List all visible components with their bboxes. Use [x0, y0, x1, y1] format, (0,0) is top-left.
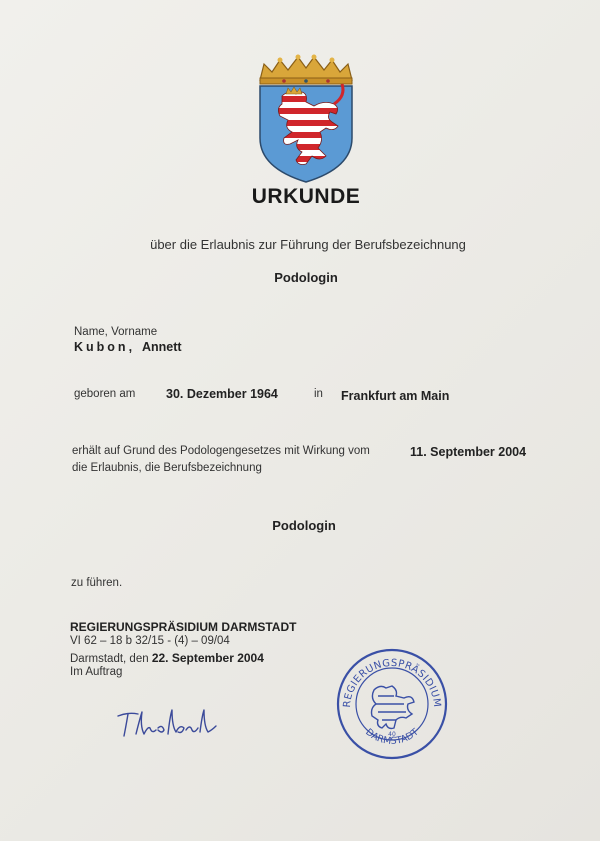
closing-text: zu führen.	[71, 577, 123, 589]
stamp-bottom-text: DARMSTADT	[363, 726, 421, 748]
grant-text: erhält auf Grund des Podologengesetzes mit Wirkung vom	[72, 445, 370, 457]
official-stamp	[334, 646, 450, 762]
issue-place: Darmstadt, den	[70, 653, 149, 665]
issuing-authority: REGIERUNGSPRÄSIDIUM DARMSTADT	[70, 620, 297, 634]
stamp-ring-text: REGIERUNGSPRÄSIDIUM	[341, 657, 443, 709]
holder-surname: Kubon,	[74, 340, 136, 354]
certificate-subtitle: über die Erlaubnis zur Führung der Berufsbezeichnung	[150, 237, 466, 252]
profession-title: Podologin	[272, 518, 336, 533]
profession-heading: Podologin	[274, 270, 338, 285]
issue-line	[70, 651, 264, 665]
permission-text: die Erlaubnis, die Berufsbezeichnung	[72, 462, 262, 474]
birth-place: Frankfurt am Main	[341, 389, 450, 403]
stamp-lion-icon	[372, 686, 415, 729]
holder-given-name: Annett	[142, 340, 182, 354]
holder-name	[74, 340, 182, 354]
on-behalf-text: Im Auftrag	[70, 666, 123, 678]
certificate-title: URKUNDE	[251, 185, 361, 208]
signature	[114, 704, 220, 744]
crown-icon	[260, 55, 352, 85]
birth-place-label: in	[314, 388, 323, 400]
issue-date: 22. September 2004	[151, 651, 264, 665]
svg-text:REGIERUNGSPRÄSIDIUM	[342, 658, 442, 708]
hesse-coat-of-arms	[254, 52, 358, 184]
birth-date-label: geboren am	[74, 388, 136, 400]
name-label: Name, Vorname	[74, 326, 158, 338]
effective-date: 11. September 2004	[410, 445, 527, 459]
stamp-number: 40	[388, 731, 396, 738]
reference-number: VI 62 – 18 b 32/15 - (4) – 09/04	[70, 635, 230, 647]
birth-date: 30. Dezember 1964	[166, 387, 278, 401]
